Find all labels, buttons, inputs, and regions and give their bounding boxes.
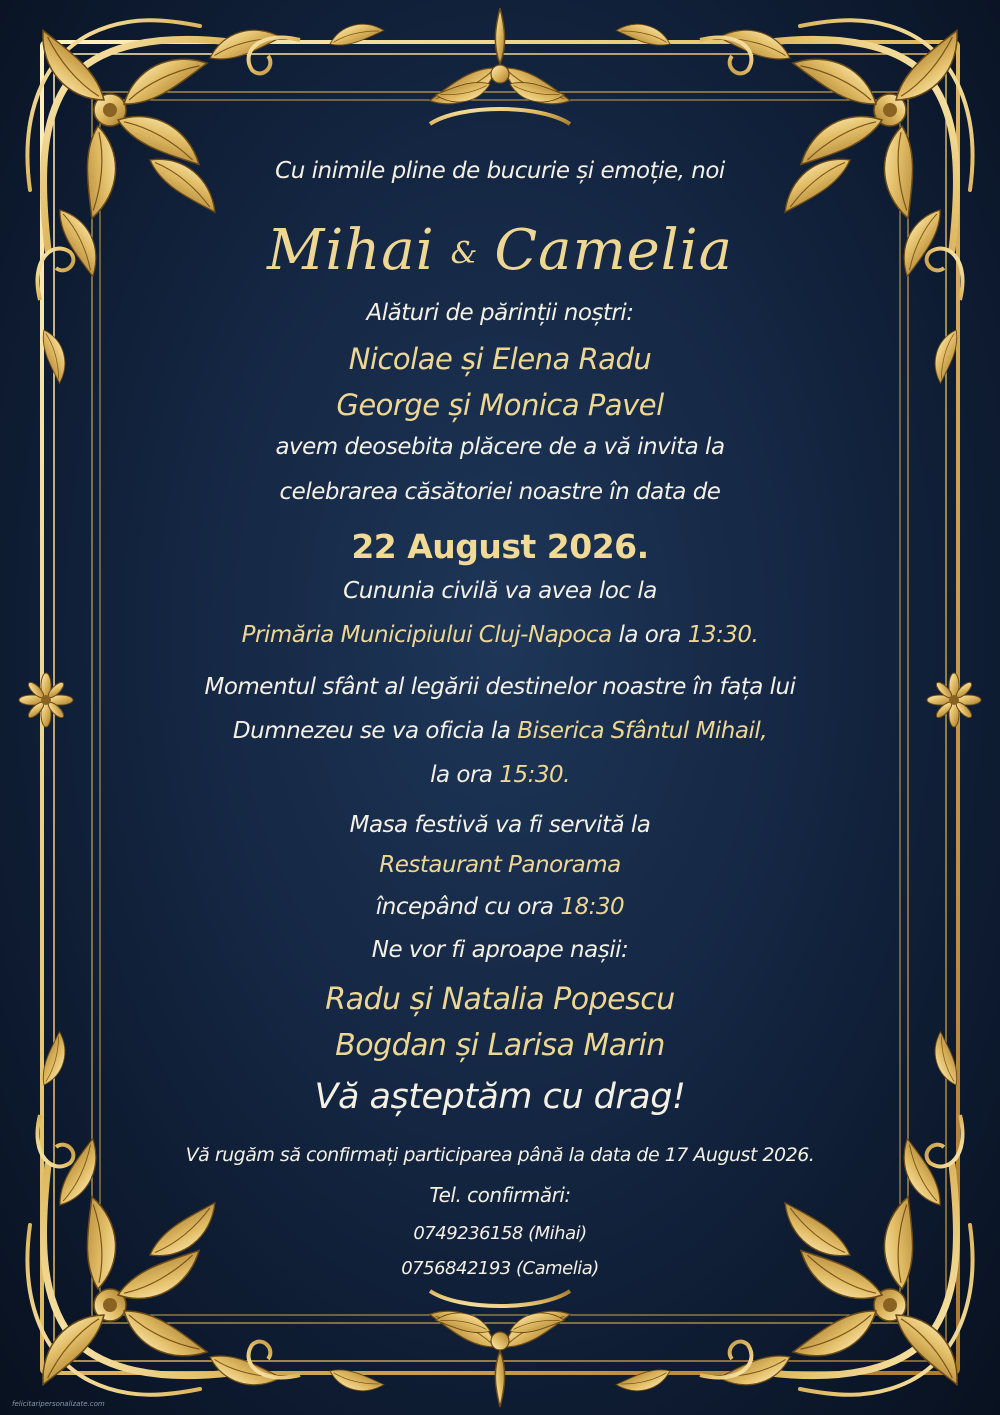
groom-name: Mihai <box>266 218 435 283</box>
intro-text: Cu inimile pline de bucurie și emoție, noi <box>275 158 725 184</box>
godparents-pair-1: Radu și Natalia Popescu <box>325 982 675 1017</box>
wedding-date: 22 August 2026. <box>351 527 649 566</box>
rsvp-phone-2: 0756842193 (Camelia) <box>401 1258 599 1279</box>
dinner-intro: Masa festivă va fi servită la <box>349 812 651 838</box>
godparents-pair-2: Bogdan și Larisa Marin <box>335 1028 665 1063</box>
invite-line-2: celebrarea căsătoriei noastre în data de <box>279 479 721 505</box>
civil-time: 13:30. <box>687 622 759 648</box>
civil-place: Primăria Municipiului Cluj-Napoca <box>241 622 612 648</box>
religious-place: Biserica Sfântul Mihail, <box>517 718 768 744</box>
religious-time: 15:30. <box>499 762 570 788</box>
dinner-time-line <box>0 894 1000 920</box>
parents-pair-2: George și Monica Pavel <box>336 388 664 422</box>
dinner-place: Restaurant Panorama <box>379 852 621 878</box>
civil-details <box>0 622 1000 648</box>
rsvp-phone-1: 0749236158 (Mihai) <box>413 1223 587 1244</box>
credit-text: felicitaripersonalizate.com <box>12 1400 105 1408</box>
parents-pair-1: Nicolae și Elena Radu <box>348 342 652 376</box>
religious-time-line <box>0 762 1000 788</box>
godparents-intro: Ne vor fi aproape nașii: <box>371 937 629 963</box>
dinner-from-time: începând cu ora <box>375 894 554 920</box>
couple-names <box>0 218 1000 283</box>
religious-line-2 <box>0 718 1000 744</box>
dinner-time: 18:30 <box>560 894 625 920</box>
rsvp-note: Vă rugăm să confirmați participarea până la data de 17 August 2026. <box>185 1144 815 1166</box>
civil-intro: Cununia civilă va avea loc la <box>343 578 657 604</box>
civil-at-time: la ora <box>618 622 681 648</box>
parents-intro: Alături de părinții noștri: <box>366 300 634 326</box>
closing-text: Vă așteptăm cu drag! <box>314 1077 686 1117</box>
invite-line-1: avem deosebita plăcere de a vă invita la <box>275 434 725 460</box>
rsvp-label: Tel. confirmări: <box>429 1183 571 1207</box>
bride-name: Camelia <box>494 218 734 283</box>
ampersand: & <box>450 236 479 271</box>
religious-line-1: Momentul sfânt al legării destinelor noastre în fața lui <box>204 674 796 700</box>
religious-prefix: Dumnezeu se va oficia la <box>232 718 511 744</box>
religious-at-time: la ora <box>430 762 493 788</box>
